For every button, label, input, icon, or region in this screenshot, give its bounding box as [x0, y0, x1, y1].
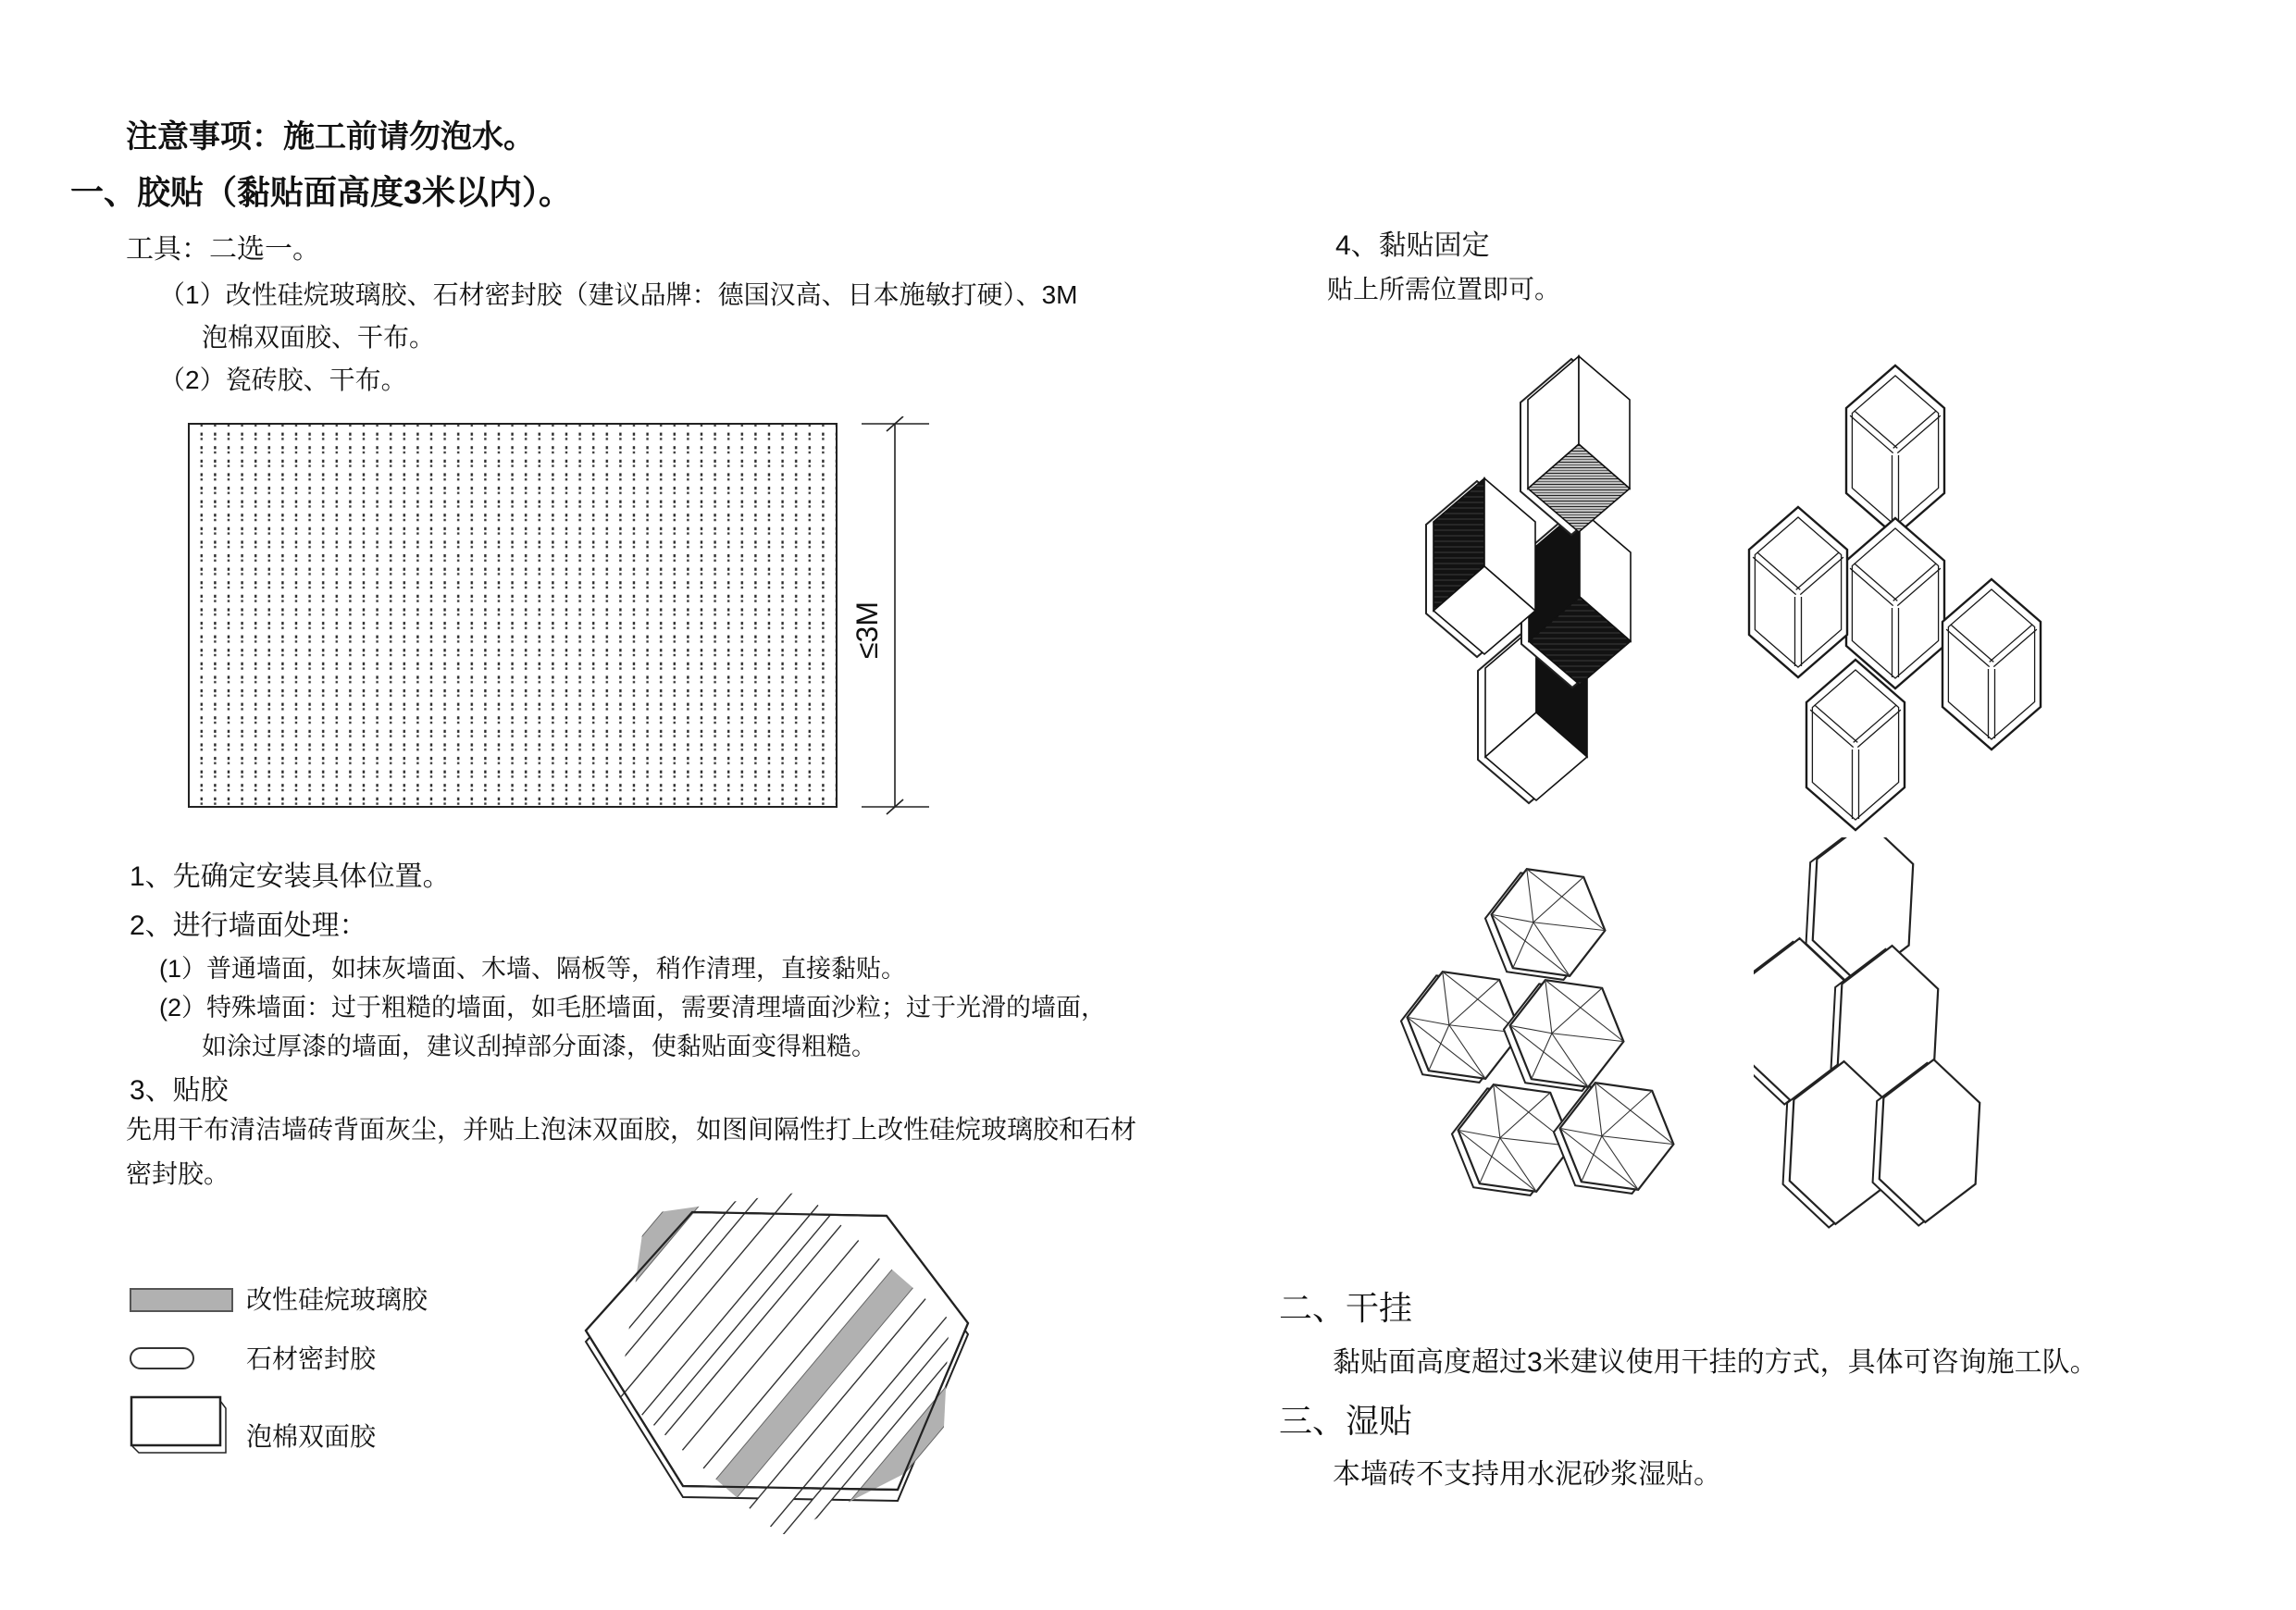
faceted-tile — [1496, 975, 1630, 1096]
legend-glass-glue-label: 改性硅烷玻璃胶 — [246, 1285, 428, 1314]
step2-sub1: (1）普通墙面，如抹灰墙面、木墙、隔板等，稍作清理，直接黏贴。 — [159, 955, 907, 983]
legend-stone-sealant-label: 石材密封胶 — [246, 1344, 377, 1373]
rhombus-tiles-mounted-diagram — [1425, 352, 1777, 814]
step4-body: 贴上所需位置即可。 — [1327, 275, 1561, 303]
section3-body: 本墙砖不支持用水泥砂浆湿贴。 — [1333, 1459, 1721, 1490]
tools-title: 工具：二选一。 — [126, 234, 320, 265]
height-dimension-label: ≤3M — [850, 601, 884, 659]
step2: 2、进行墙面处理： — [130, 910, 367, 941]
legend-foam-tape-swatch — [128, 1393, 239, 1460]
step3-line2: 密封胶。 — [126, 1159, 230, 1188]
step2-sub2-line2: 如涂过厚漆的墙面，建议刮掉部分面漆，使黏贴面变得粗糙。 — [202, 1033, 876, 1060]
tool-option2: （2）瓷砖胶、干布。 — [159, 365, 407, 394]
cube-tile — [1806, 660, 1905, 830]
section1-heading: 一、胶贴（黏贴面高度3米以内）。 — [70, 173, 573, 211]
tool-option1-line1: （1）改性硅烷玻璃胶、石材密封胶（建议品牌：德国汉高、日本施敏打硬）、3M — [159, 280, 1078, 309]
faceted-hexagon-tiles-diagram — [1397, 837, 1703, 1235]
notice-title: 注意事项：施工前请勿泡水。 — [126, 119, 535, 155]
tile-left — [1426, 478, 1535, 657]
tile-top — [1520, 356, 1630, 535]
section2-body: 黏贴面高度超过3米建议使用干挂的方式，具体可咨询施工队。 — [1333, 1347, 2098, 1378]
legend-stone-sealant-swatch — [130, 1347, 194, 1369]
step3-line1: 先用干布清洁墙砖背面灰尘，并贴上泡沫双面胶，如图间隔性打上改性硅烷玻璃胶和石材 — [126, 1115, 1137, 1144]
wall-placement-diagram — [181, 416, 959, 816]
section3-heading: 三、湿贴 — [1279, 1402, 1413, 1440]
wall-area — [189, 424, 837, 807]
cube-frame-tiles-diagram — [1740, 361, 2054, 833]
faceted-tile — [1546, 1078, 1680, 1198]
legend-glass-glue-swatch — [130, 1288, 233, 1312]
cube-tile — [1942, 579, 2041, 749]
cube-tile — [1749, 507, 1847, 677]
plain-hexagon-tiles-diagram — [1754, 837, 2059, 1245]
step4: 4、黏贴固定 — [1335, 230, 1490, 261]
cube-tile — [1846, 365, 1944, 536]
section2-heading: 二、干挂 — [1279, 1289, 1413, 1327]
step3: 3、贴胶 — [130, 1075, 229, 1106]
legend-foam-tape-label: 泡棉双面胶 — [246, 1422, 377, 1451]
cube-tile — [1846, 518, 1944, 688]
step2-sub2-line1: (2）特殊墙面：过于粗糙的墙面，如毛胚墙面，需要清理墙面沙粒；过于光滑的墙面， — [159, 994, 1107, 1022]
glue-application-tile-diagram — [553, 1183, 988, 1534]
tool-option1-line2: 泡棉双面胶、干布。 — [202, 323, 436, 352]
faceted-tile — [1478, 864, 1611, 985]
step1: 1、先确定安装具体位置。 — [130, 861, 451, 892]
